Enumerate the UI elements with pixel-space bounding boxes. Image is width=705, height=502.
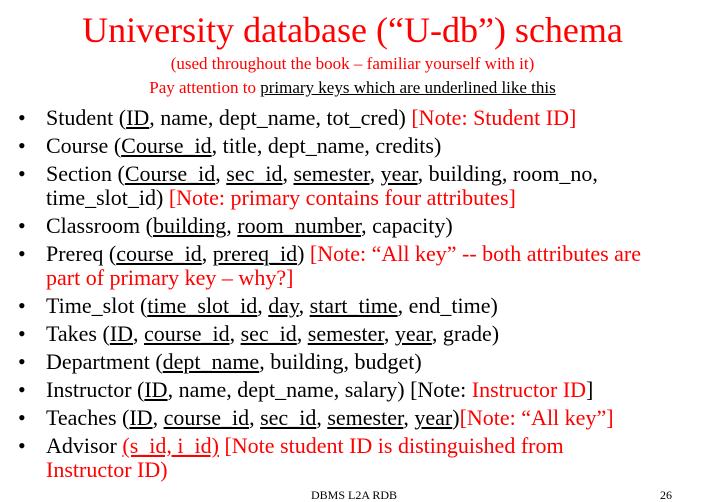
relation-attrs: ) <box>452 405 460 430</box>
relation-note: Instructor ID <box>471 377 587 402</box>
relation-teaches <box>0 406 705 430</box>
relation-attrs: time_slot_id) <box>46 185 169 210</box>
relation-advisor <box>0 434 705 482</box>
relation-note-continuation: Instructor ID) <box>46 457 168 482</box>
primary-key-attr: ID <box>129 405 153 430</box>
relation-note: [Note: primary contains four attributes] <box>168 185 516 210</box>
primary-key-attr: sec_id <box>260 405 317 430</box>
separator: , <box>316 405 328 430</box>
separator: , <box>229 321 241 346</box>
primary-key-attr: Course_id <box>121 133 212 158</box>
relation-name: Department ( <box>46 349 163 374</box>
schema-list <box>0 106 705 486</box>
bullet: • <box>18 377 26 402</box>
primary-key-hint <box>0 78 705 98</box>
separator: , <box>133 321 145 346</box>
relation-name: Teaches ( <box>46 405 130 430</box>
relation-continuation <box>46 186 705 210</box>
separator: , <box>282 161 294 186</box>
relation-name: Time_slot ( <box>46 293 148 318</box>
primary-key-attr: sec_id <box>226 161 283 186</box>
primary-key-attr: semester <box>307 321 384 346</box>
relation-note: [Note student ID is distinguished from <box>218 433 564 458</box>
relation-name: Student ( <box>46 105 127 130</box>
footer-page-number: 26 <box>660 488 672 502</box>
primary-key-attr: semester <box>293 161 370 186</box>
relation-attrs: , grade) <box>431 321 500 346</box>
relation-prereq <box>0 242 705 290</box>
bullet: • <box>18 241 26 266</box>
bullet: • <box>18 293 26 318</box>
primary-key-attr: start_time <box>309 293 398 318</box>
relation-name: Prereq ( <box>46 241 117 266</box>
primary-key-attr: year <box>414 405 453 430</box>
separator: , <box>369 161 381 186</box>
primary-key-attr: ID <box>109 321 134 346</box>
primary-key-attr: semester <box>327 405 404 430</box>
primary-key-attr: course_id <box>163 405 250 430</box>
bullet: • <box>18 349 26 374</box>
primary-key-attr: course_id <box>144 321 230 346</box>
footer-course-label: DBMS L2A RDB <box>311 488 398 502</box>
relation-name: Classroom ( <box>46 213 153 238</box>
relation-course <box>0 134 705 158</box>
bullet: • <box>18 321 26 346</box>
primary-key-attr: course_id <box>116 241 202 266</box>
relation-student <box>0 106 705 130</box>
relation-department <box>0 350 705 374</box>
bullet: • <box>18 161 26 186</box>
relation-attrs: , end_time) <box>397 293 498 318</box>
separator: , <box>215 161 227 186</box>
separator: , <box>201 241 213 266</box>
relation-attrs: , building, room_no, <box>417 161 598 186</box>
relation-attrs: , building, budget) <box>259 349 422 374</box>
primary-key-attr: room_number <box>237 213 362 238</box>
relation-name: Takes ( <box>46 321 110 346</box>
separator: , <box>152 405 164 430</box>
relation-classroom <box>0 214 705 238</box>
bullet: • <box>18 213 26 238</box>
primary-key-attr: (s_id, i_id) <box>122 433 219 458</box>
primary-key-attr: ID <box>144 377 168 402</box>
separator: , <box>403 405 415 430</box>
primary-key-attr: ID <box>126 105 150 130</box>
subtitle-note: (used throughout the book – familiar yourself with it) <box>170 54 535 73</box>
separator: , <box>249 405 261 430</box>
relation-time-slot <box>0 294 705 318</box>
relation-note: [Note: Student ID] <box>411 105 577 130</box>
separator: , <box>298 293 310 318</box>
relation-name: Section ( <box>46 161 125 186</box>
separator: , <box>296 321 308 346</box>
separator: , <box>226 213 238 238</box>
primary-key-attr: time_slot_id <box>147 293 258 318</box>
relation-attrs: , name, dept_name, tot_cred) <box>149 105 412 130</box>
relation-attrs: , title, dept_name, credits) <box>211 133 442 158</box>
relation-name: Advisor <box>46 433 123 458</box>
relation-instructor <box>0 378 705 402</box>
bullet: • <box>18 133 26 158</box>
primary-key-attr: year <box>394 321 432 346</box>
slide-title: University database (“U-db”) schema <box>82 10 623 50</box>
primary-key-attr: prereq_id <box>212 241 298 266</box>
primary-key-attr: year <box>380 161 418 186</box>
primary-key-hint-prefix: Pay attention to <box>149 78 261 97</box>
relation-attrs-end: ] <box>586 377 594 402</box>
primary-key-attr: sec_id <box>240 321 297 346</box>
bullet: • <box>18 105 26 130</box>
primary-key-hint-underlined: primary keys which are underlined like this <box>260 78 556 97</box>
separator: , <box>257 293 269 318</box>
relation-name: Course ( <box>46 133 122 158</box>
relation-name: Instructor ( <box>46 377 145 402</box>
primary-key-attr: day <box>268 293 299 318</box>
separator: , <box>383 321 395 346</box>
relation-attrs: , name, dept_name, salary) [Note: <box>167 377 472 402</box>
relation-attrs: ) <box>297 241 310 266</box>
relation-takes <box>0 322 705 346</box>
bullet: • <box>18 433 26 458</box>
primary-key-attr: Course_id <box>124 161 216 186</box>
primary-key-attr: building <box>152 213 227 238</box>
relation-attrs: , capacity) <box>361 213 453 238</box>
primary-key-attr: dept_name <box>162 349 260 374</box>
relation-note: [Note: “All key”] <box>459 405 614 430</box>
relation-section <box>0 162 705 210</box>
relation-note: [Note: “All key” -- both attributes are <box>309 241 642 266</box>
bullet: • <box>18 405 26 430</box>
relation-note-continuation: part of primary key – why?] <box>46 265 294 290</box>
